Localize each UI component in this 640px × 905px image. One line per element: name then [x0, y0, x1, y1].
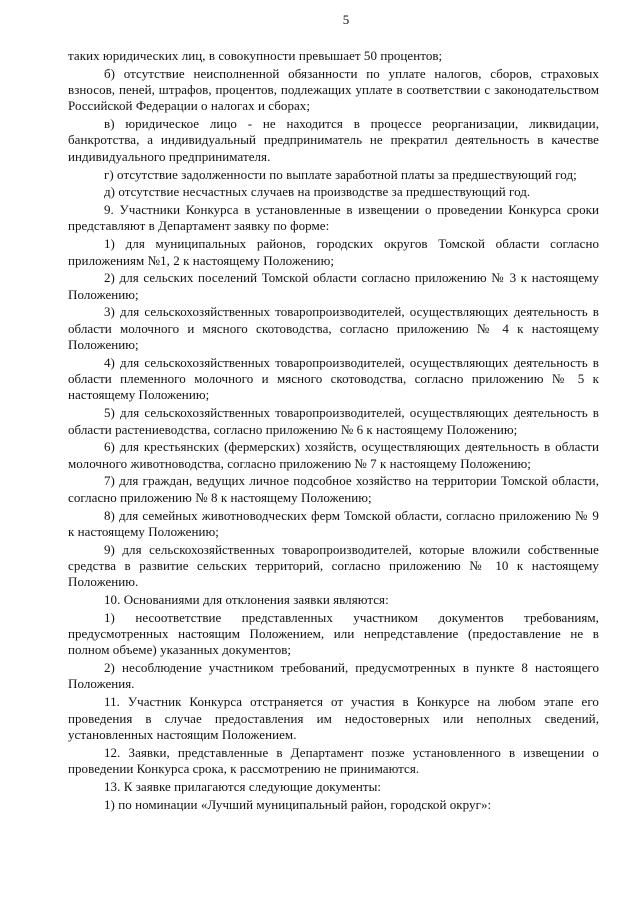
paragraph: 13. К заявке прилагаются следующие документы:: [104, 778, 382, 794]
paragraph: 7) для граждан, ведущих личное подсобное хозяйство на территории Томской области, согласно приложению № 8 к настоящему Положению;: [68, 473, 599, 505]
paragraph: в) юридическое лицо - не находится в процессе реорганизации, ликвидации, банкротства, а индивидуальный предприниматель не прекратил деятельность в качестве индивидуального предпринимателя.: [68, 116, 599, 164]
paragraph: 1) по номинации «Лучший муниципальный район, городской округ»:: [104, 796, 492, 812]
paragraph: 1) для муниципальных районов, городских округов Томской области согласно приложениям №1, 2 к настоящему Положению;: [68, 236, 599, 268]
paragraph: 8) для семейных животноводческих ферм Томской области, согласно приложению № 9 к настоящему Положению;: [68, 507, 599, 539]
paragraph: 3) для сельскохозяйственных товаропроизводителей, осуществляющих деятельность в области молочного и мясного скотоводства, согласно приложению № 4 к настоящему Положению;: [68, 304, 599, 353]
page-number: 5: [342, 12, 350, 27]
paragraph: 2) для сельских поселений Томской области согласно приложению № 3 к настоящему Положению;: [68, 270, 599, 302]
document-body: [68, 48, 599, 813]
paragraph: 2) несоблюдение участником требований, предусмотренных в пункте 8 настоящего Положения.: [68, 660, 599, 692]
paragraph: 5) для сельскохозяйственных товаропроизводителей, осуществляющих деятельность в области растениеводства, согласно приложению № 6 к настоящему Положению;: [68, 405, 599, 437]
paragraph: б) отсутствие неисполненной обязанности по уплате налогов, сборов, страховых взносов, пеней, штрафов, процентов, подлежащих уплате в соответствии с законодательством Российской Федерации о налогах и сборах;: [68, 65, 599, 114]
paragraph: 9) для сельскохозяйственных товаропроизводителей, которые вложили собственные средства в развитие сельских территорий, согласно приложению № 10 к настоящему Положению.: [68, 541, 599, 590]
paragraph: 4) для сельскохозяйственных товаропроизводителей, осуществляющих деятельность в области племенного молочного и мясного скотоводства, согласно приложению № 5 к настоящему Положению;: [68, 354, 599, 403]
paragraph: 11. Участник Конкурса отстраняется от участия в Конкурсе на любом этапе его проведения в случае предоставления им недостоверных или неполных сведений, установленных настоящим Положением.: [68, 694, 599, 742]
paragraph: 6) для крестьянских (фермерских) хозяйств, осуществляющих деятельность в области молочного животноводства, согласно приложению № 7 к настоящему Положению;: [68, 439, 599, 471]
paragraph: таких юридических лиц, в совокупности превышает 50 процентов;: [68, 48, 443, 63]
paragraph: г) отсутствие задолженности по выплате заработной платы за предшествующий год;: [104, 166, 577, 182]
paragraph: 10. Основаниями для отклонения заявки являются:: [104, 592, 389, 607]
paragraph: д) отсутствие несчастных случаев на производстве за предшествующий год.: [104, 184, 531, 200]
paragraph: 12. Заявки, представленные в Департамент позже установленного в извещении о проведении Конкурса срока, к рассмотрению не принимаются.: [68, 744, 599, 776]
paragraph: 1) несоответствие представленных участником документов требованиям, предусмотренных настоящим Положением, или непредставление (предоставление не в полном объеме) указанных документов;: [68, 609, 599, 658]
paragraph: 9. Участники Конкурса в установленные в извещении о проведении Конкурса сроки представляют в Департамент заявку по форме:: [68, 202, 599, 234]
